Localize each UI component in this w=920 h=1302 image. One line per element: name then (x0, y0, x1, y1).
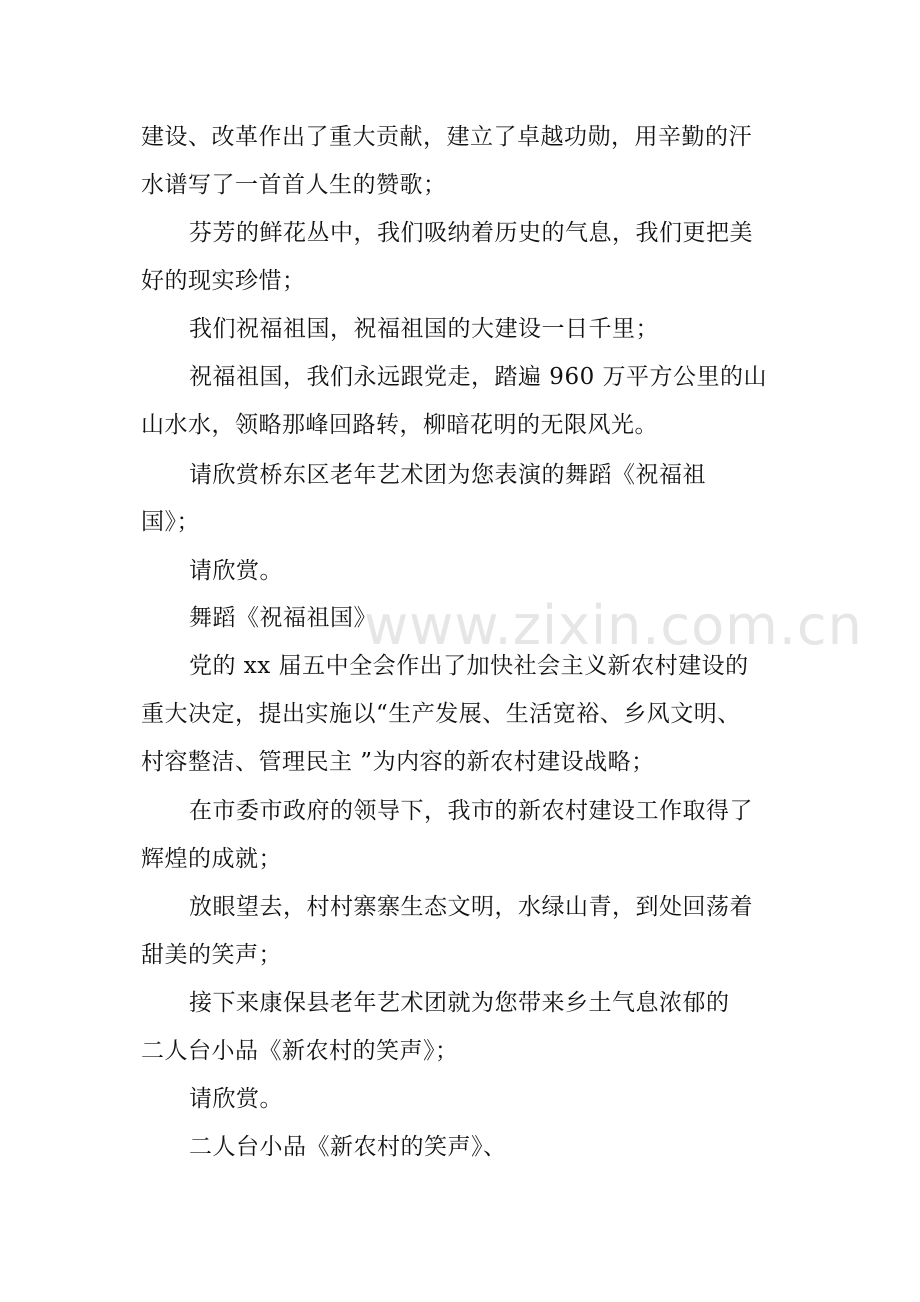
text-line: 芬芳的鲜花丛中，我们吸纳着历史的气息，我们更把美 (189, 220, 753, 246)
text-line: 放眼望去，村村寨寨生态文明，水绿山青，到处回荡着 (189, 894, 753, 920)
text-line: 建设、改革作出了重大贡献，建立了卓越功勋，用辛勤的汗 (141, 124, 752, 150)
text-line: 水谱写了一首首人生的赞歌； (141, 172, 447, 198)
text-line: 舞蹈《祝福祖国》 (189, 605, 377, 631)
text-line: 甜美的笑声； (141, 942, 282, 968)
text-line: 辉煌的成就； (141, 846, 282, 872)
text-line: 请欣赏。 (189, 1086, 283, 1112)
text-line: 请欣赏桥东区老年艺术团为您表演的舞蹈《祝福祖 (189, 462, 706, 488)
text-line: 二人台小品《新农村的笑声》； (141, 1038, 459, 1064)
text-line: 在市委市政府的领导下，我市的新农村建设工作取得了 (189, 798, 753, 824)
text-line: 请欣赏。 (189, 558, 283, 584)
text-line: 国》； (141, 509, 200, 535)
text-line: 山水水，领略那峰回路转，柳暗花明的无限风光。 (141, 412, 658, 438)
text-line: 祝福祖国，我们永远跟党走，踏遍 960 万平方公里的山 (189, 364, 768, 390)
text-line: 党的 xx 届五中全会作出了加快社会主义新农村建设的 (189, 653, 749, 679)
text-line: 接下来康保县老年艺术团就为您带来乡土气息浓郁的 (189, 990, 730, 1016)
text-line: 好的现实珍惜； (141, 268, 306, 294)
text-line: 我们祝福祖国，祝福祖国的大建设一日千里； (189, 316, 659, 342)
text-line: 重大决定，提出实施以“生产发展、生活宽裕、乡风文明、 (141, 701, 741, 727)
text-line: 村容整洁、管理民主 ”为内容的新农村建设战略； (141, 749, 655, 775)
watermark: www.zixin.com.cn (364, 594, 863, 657)
text-line: 二人台小品《新农村的笑声》、 (189, 1134, 507, 1160)
